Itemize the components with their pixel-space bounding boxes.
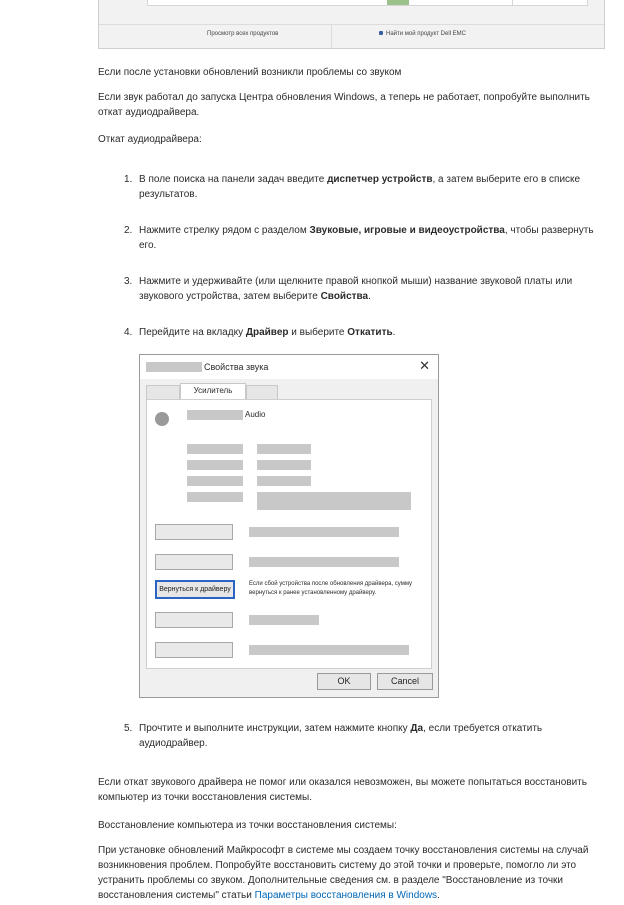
find-my-product-label: Найти мой продукт Dell EMC xyxy=(386,31,467,37)
restore-title: Восстановление компьютера из точки восстановления системы: xyxy=(98,820,397,831)
close-icon[interactable]: ✕ xyxy=(419,358,430,373)
speaker-icon xyxy=(155,412,169,426)
step-number: 3. xyxy=(124,276,133,287)
dialog-title: Свойства звука xyxy=(204,362,269,372)
step-text: Нажмите и удерживайте (или щелкните правой кнопкой мыши) название звуковой платы или звукового устройства, затем выберите Свойства. xyxy=(139,276,573,302)
product-select[interactable] xyxy=(512,0,588,6)
step-text: Прочтите и выполните инструкции, затем нажмите кнопку Да, если требуется откатить аудиодрайвер. xyxy=(139,723,543,749)
rollback-description: Если сбой устройства после обновления драйвера, сумму вернуться к ранее установленному драйверу. xyxy=(249,581,413,596)
step-number: 2. xyxy=(124,225,133,236)
lock-icon xyxy=(379,31,383,35)
intro-paragraph: Если звук работал до запуска Центра обновления Windows, а теперь не работает, попробуйте выполнить откат аудиодрайвера. xyxy=(98,92,590,118)
driver-details-button[interactable] xyxy=(155,524,233,540)
disable-device-button[interactable] xyxy=(155,612,233,628)
tab-amplifier[interactable]: Усилитель xyxy=(180,383,246,400)
device-name-suffix: Audio xyxy=(245,410,266,419)
step-number: 1. xyxy=(124,174,133,185)
ok-button[interactable]: OK xyxy=(317,673,371,690)
rollback-title: Откат аудиодрайвера: xyxy=(98,134,202,145)
step-number: 5. xyxy=(124,723,133,734)
driver-panel xyxy=(146,399,432,669)
update-driver-button[interactable] xyxy=(155,554,233,570)
view-all-products-link[interactable]: Просмотр всех продуктов xyxy=(207,31,279,37)
divider xyxy=(331,24,332,48)
dialog-titlebar xyxy=(140,355,438,379)
outro-paragraph: Если откат звукового драйвера не помог или оказался невозможен, вы можете попытаться восстановить компьютер из точки восстановления системы. xyxy=(98,777,587,803)
product-finder-box xyxy=(98,0,605,49)
section-heading: Если после установки обновлений возникли проблемы со звуком xyxy=(98,67,402,78)
sound-properties-dialog xyxy=(139,354,439,698)
step-text: Перейдите на вкладку Драйвер и выберите Откатить. xyxy=(139,327,396,338)
step-text: Нажмите стрелку рядом с разделом Звуковые, игровые и видеоустройства, чтобы развернуть его. xyxy=(139,225,594,251)
cancel-button[interactable]: Cancel xyxy=(377,673,433,690)
step-number: 4. xyxy=(124,327,133,338)
product-search-input[interactable] xyxy=(147,0,518,6)
restore-paragraph: При установке обновлений Майкрософт в системе мы создаем точку восстановления системы на случай возникновения проблем. Попробуйте восстановить систему до этой точки и проверьте, помогло ли это устранить проблемы со звуком. Дополнительные сведения см. в разделе "Восстановление из точки восстановления системы" статьи Параметры восстановления в Windows. xyxy=(98,845,589,901)
dialog-tabs xyxy=(146,385,432,399)
divider xyxy=(99,24,604,25)
find-my-product-link[interactable] xyxy=(379,31,466,37)
rollback-driver-button[interactable]: Вернуться к драйверу xyxy=(155,580,235,599)
uninstall-device-button[interactable] xyxy=(155,642,233,658)
recovery-options-link[interactable]: Параметры восстановления в Windows xyxy=(254,890,438,901)
step-text: В поле поиска на панели задач введите диспетчер устройств, а затем выберите его в списке результатов. xyxy=(139,174,581,200)
product-search-button[interactable] xyxy=(387,0,409,5)
